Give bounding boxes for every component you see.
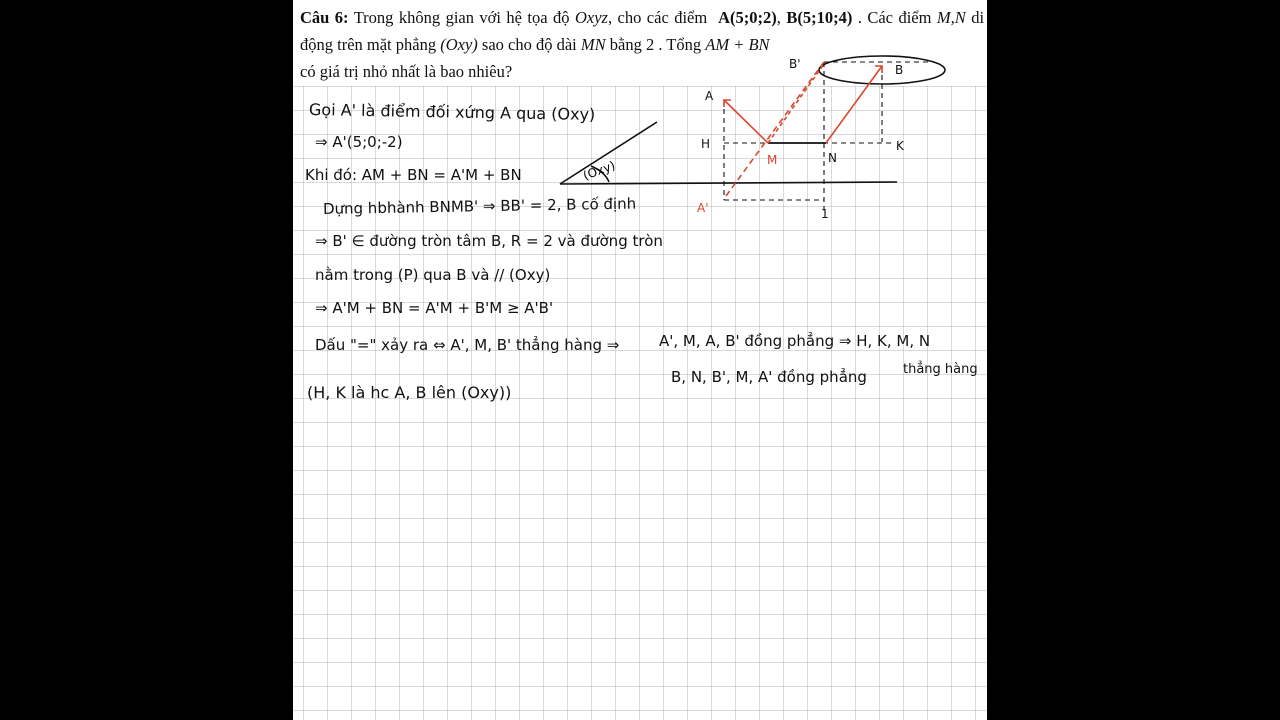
plane-name: (Oxy) <box>440 35 478 54</box>
label-k: K <box>896 139 904 153</box>
note-line-9: A', M, A, B' đồng phẳng ⇒ H, K, M, N <box>659 332 931 350</box>
m-b-prime-dashed <box>768 64 824 143</box>
question-label: Câu 6: <box>300 8 349 27</box>
bn-line <box>826 66 882 143</box>
label-b-prime: B' <box>789 57 801 71</box>
geometry-diagram <box>293 0 987 720</box>
label-b: B <box>895 63 904 77</box>
point-b: B(5;10;4) <box>786 8 853 27</box>
note-line-10: B, N, B', M, A' đồng phẳng <box>671 368 867 386</box>
note-line-3: Khi đó: AM + BN = A'M + BN <box>305 166 522 184</box>
worksheet-page <box>293 0 987 720</box>
plane-base-line <box>560 182 897 184</box>
label-n: N <box>828 151 837 165</box>
space-name: Oxyz <box>574 8 608 27</box>
label-h: H <box>701 137 711 151</box>
note-line-7: ⇒ A'M + BN = A'M + B'M ≥ A'B' <box>315 299 554 317</box>
label-a-prime: A' <box>697 201 709 215</box>
label-one: 1 <box>821 207 829 221</box>
note-line-1: Gọi A' là điểm đối xứng A qua (Oxy) <box>308 100 596 124</box>
sum-expression: AM + BN <box>705 35 770 54</box>
problem-text-6: bằng 2 . Tổng <box>609 35 702 54</box>
problem-text-5: sao cho độ dài <box>481 35 577 54</box>
point-a: A(5;0;2) <box>718 8 777 27</box>
problem-text-2: , cho các điểm <box>607 8 708 27</box>
note-line-4: Dựng hbhành BNMB' ⇒ BB' = 2, B cố định <box>322 194 637 218</box>
label-a: A <box>705 89 714 103</box>
note-line-5: ⇒ B' ∈ đường tròn tâm B, R = 2 và đường tròn <box>315 232 663 250</box>
diagram-red-lines <box>724 62 882 196</box>
note-line-6: nằm trong (P) qua B và // (Oxy) <box>315 266 551 284</box>
note-line-2: ⇒ A'(5;0;-2) <box>315 133 403 151</box>
plane-label: (Oxy) <box>581 158 618 183</box>
note-line-12: (H, K là hc A, B lên (Oxy)) <box>307 383 512 402</box>
label-m: M <box>767 153 778 167</box>
a-prime-b-prime-dashed <box>726 62 824 196</box>
problem-text-3: . Các điểm <box>857 8 932 27</box>
plane-sketch <box>560 122 897 184</box>
note-line-8: Dấu "=" xảy ra ⇔ A', M, B' thẳng hàng ⇒ <box>315 336 620 354</box>
plane-edge-slanted <box>560 122 657 184</box>
problem-text-4: di động trên mặt phẳng <box>300 8 985 54</box>
note-line-11: thẳng hàng <box>903 362 978 377</box>
problem-statement: Câu 6: Trong không gian với hệ tọa độ Oxyz, cho các điểm A(5;0;2), B(5;10;4) . Các điểm M,N di động trên mặt phẳng (Oxy) sao cho độ dài MN bằng 2 . Tổng AM + BN có giá trị nhỏ nhất là bao nhiêu? <box>300 8 985 81</box>
points-mn: M,N <box>936 8 966 27</box>
problem-text-7: có giá trị nhỏ nhất là bao nhiêu? <box>300 62 513 81</box>
segment-name: MN <box>580 35 606 54</box>
am-line <box>724 100 768 143</box>
problem-text-1: Trong không gian với hệ tọa độ <box>353 8 570 27</box>
